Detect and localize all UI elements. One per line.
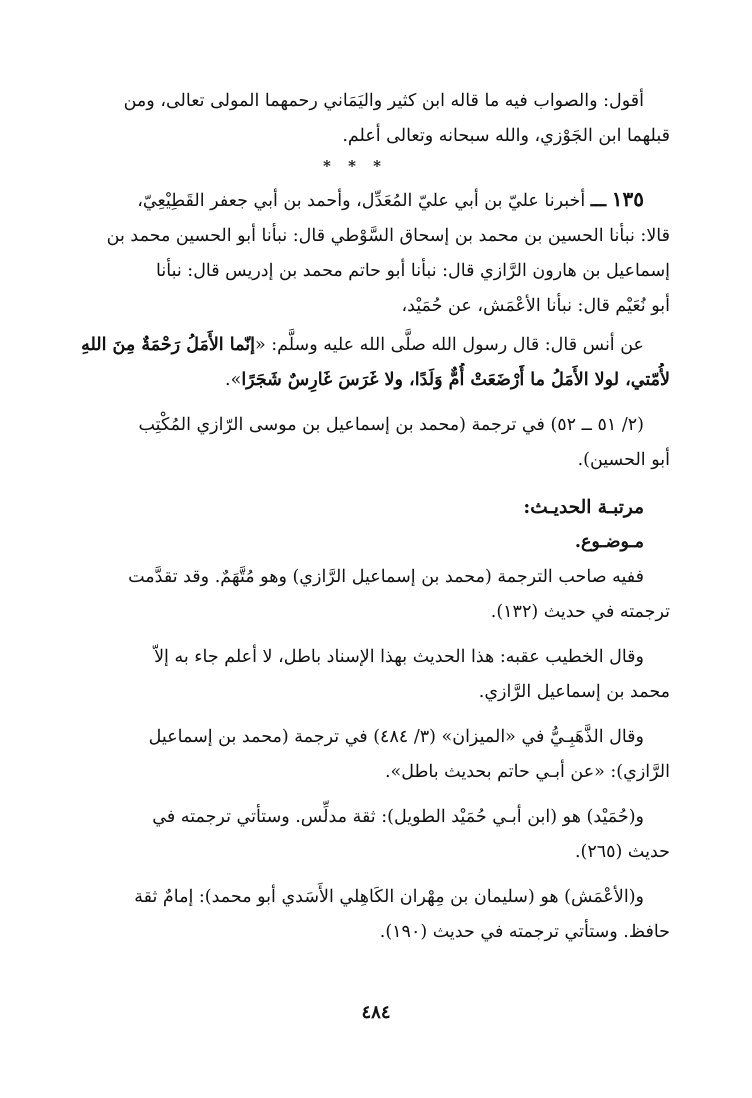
text-line: وقال الخطيب عقبه: هذا الحديث بهذا الإسناد باطل، لا أعلم جاء به إلاّ (154, 647, 644, 667)
paragraph-conclusion (40, 84, 670, 154)
text-line: قبلهما ابن الجَوْزي، والله سبحانه وتعالى أعلم. (342, 126, 670, 146)
text-line: و(حُمَيْد) هو (ابن أبـي حُمَيْد الطويل): ثقة مدلِّس. وستأتي ترجمته في (152, 807, 644, 827)
commentary-amash (40, 880, 670, 950)
text-line: ترجمته في حديث (١٣٢). (490, 602, 670, 622)
commentary-khatib (40, 640, 670, 710)
page-number: ٤٨٤ (361, 1002, 391, 1023)
prophetic-text: لأُمّتي، لولا الأَمَلُ ما أَرْضَعَتْ أُمٌّ وَلَدًا، ولا غَرَسَ غَارِسٌ شَجَرًا (241, 370, 670, 390)
commentary-dhahabi (40, 720, 670, 790)
text-line: إسماعيل بن هارون الرَّازي قال: نبأنا أبو حاتم محمد بن إدريس قال: نبأنا (156, 261, 670, 281)
section-separator: * * * (323, 157, 387, 175)
source-reference (40, 408, 670, 478)
page-body (40, 84, 670, 950)
hadith-dash: ـــ (590, 191, 607, 211)
hadith-first-line (40, 182, 670, 219)
text-line: الرَّازي): «عن أبـي حاتم بحديث باطل». (384, 762, 670, 782)
text-line: (٢/ ٥١ ــ ٥٢) في ترجمة (محمد بن إسماعيل بن موسى الرّازي المُكْتِب (138, 415, 644, 435)
text-segment: ». (225, 370, 242, 390)
text-line: أبو الحسين). (577, 450, 670, 470)
hadith-number: ١٣٥ (611, 187, 644, 211)
matn-line (40, 363, 670, 398)
text-line: ففيه صاحب الترجمة (محمد بن إسماعيل الرَّازي) وهو مُتَّهَمٌ. وقد تقدَّمت (128, 567, 644, 587)
text-segment: أخبرنا عليّ بن أبي عليّ المُعَدِّل، وأحمد بن أبي جعفر القَطِيْعِيّ، (137, 191, 586, 211)
prophetic-text: إنّما الأَمَلُ رَحْمَةٌ مِنَ اللهِ (81, 335, 255, 355)
matn-line (40, 328, 670, 363)
text-line: و(الأعْمَش) هو (سليمان بن مِهْران الكَاهِلي الأَسَدي أبو محمد): إمامٌ ثقة (134, 887, 644, 907)
text-line: حديث (٢٦٥). (574, 842, 670, 862)
commentary-humayd (40, 800, 670, 870)
text-line: أبو نُعَيْم قال: نبأنا الأعْمَش، عن حُمَيْد، (401, 296, 670, 316)
rank-value: مـوضـوع. (574, 532, 644, 552)
text-line: حافظ. وستأتي ترجمته في حديث (١٩٠). (379, 922, 670, 942)
rank-heading: مرتبـة الحديـث: (523, 497, 644, 518)
hadith-matn (40, 328, 670, 398)
text-line: أقول: والصواب فيه ما قاله ابن كثير واليَمَاني رحمهما المولى تعالى، ومن (123, 91, 644, 111)
text-segment: عن أنس قال: قال رسول الله صلَّى الله عليه وسلَّم: « (254, 335, 644, 355)
hadith-isnad (40, 182, 670, 324)
text-line: وقال الذَّهَبِـيُّ في «الميزان» (٣/ ٤٨٤) في ترجمة (محمد بن إسماعيل (148, 727, 644, 747)
text-line: محمد بن إسماعيل الرَّازي. (478, 682, 670, 702)
commentary-narrator (40, 560, 670, 630)
text-line: قالا: نبأنا الحسين بن محمد بن إسحاق السَّوْطي قال: نبأنا أبو الحسين محمد بن (106, 226, 670, 246)
